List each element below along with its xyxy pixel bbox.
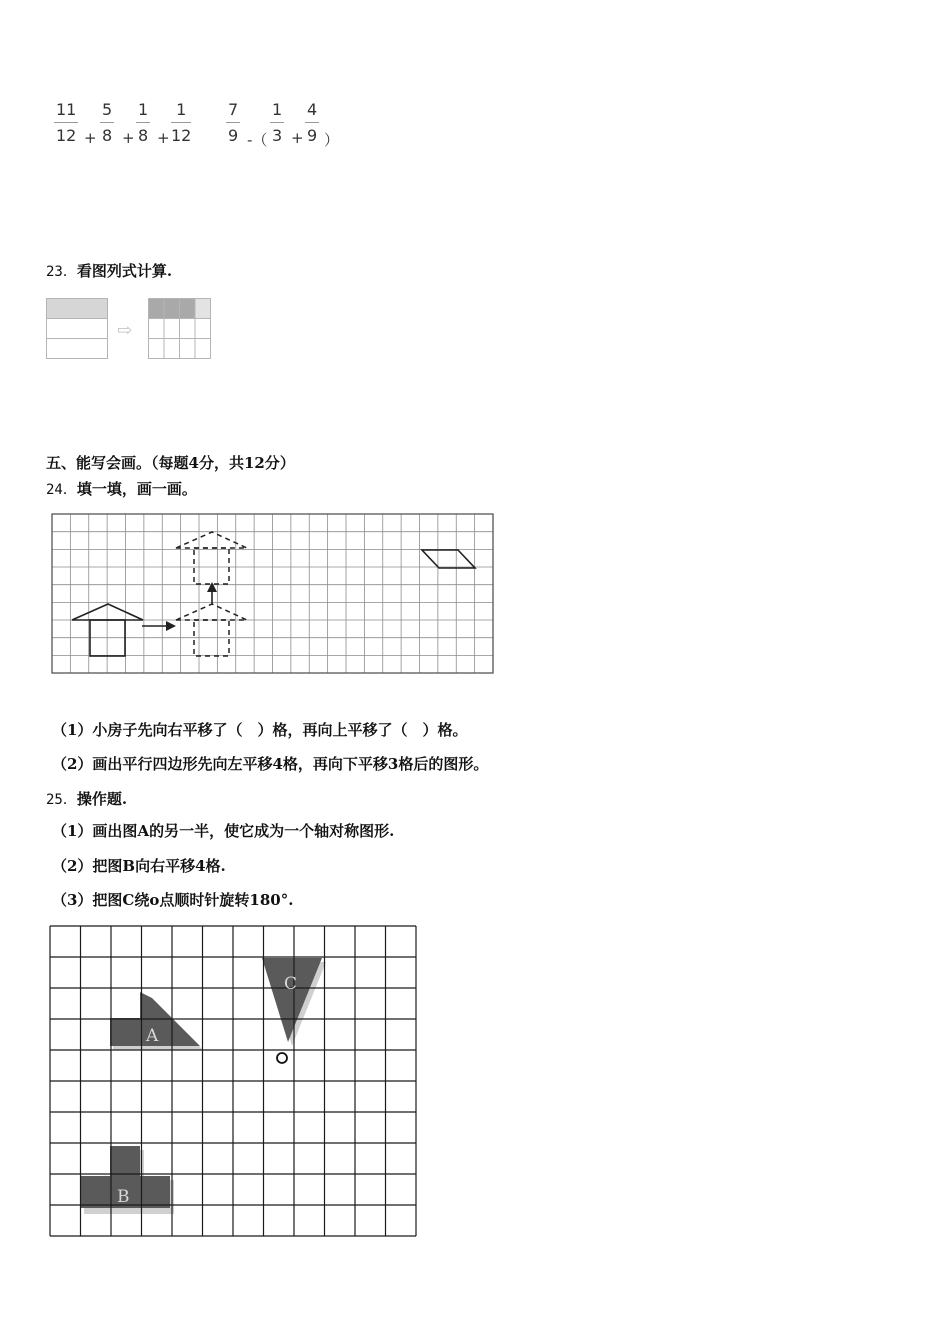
numerator: 7 — [226, 100, 240, 123]
question-text: 填一填，画一画。 — [76, 480, 197, 498]
house-roof-dashed — [176, 604, 247, 620]
operator: -（ — [247, 131, 268, 149]
q24-sub-question-2: （2）画出平行四边形先向左平移4格，再向下平移3格后的图形。 — [52, 755, 489, 773]
denominator: 8 — [102, 126, 113, 145]
q25-title — [46, 788, 127, 809]
denominator: 12 — [56, 126, 77, 145]
operator: + — [291, 129, 304, 147]
denominator: 9 — [228, 126, 239, 145]
section-title: 五、能写会画。（每题4分，共12分） — [46, 454, 295, 472]
q25-sub-question-2: （2）把图B向右平移4格. — [52, 857, 226, 875]
q24-grid-figure — [50, 512, 498, 676]
label-o: O — [248, 922, 249, 923]
q23-title — [46, 260, 172, 281]
denominator: 3 — [272, 126, 283, 145]
q25-sub-question-3: （3）把图C绕o点顺时针旋转180°. — [52, 891, 294, 909]
denominator: 9 — [307, 126, 318, 145]
shape-c — [262, 958, 322, 1042]
q24-sub-question-1: （1）小房子先向右平移了（ ）格，再向上平移了（ ）格。 — [52, 721, 468, 739]
question-number: 24． — [46, 482, 77, 498]
close-paren: ） — [324, 131, 340, 149]
numerator: 1 — [171, 100, 191, 123]
denominator: 8 — [138, 126, 149, 145]
fraction — [305, 100, 319, 145]
numerator: 4 — [305, 100, 319, 123]
numerator: 5 — [100, 100, 114, 123]
fraction — [270, 100, 284, 145]
label-b: B — [117, 1187, 130, 1207]
numerator: 1 — [270, 100, 284, 123]
denominator: 12 — [171, 126, 192, 145]
fraction — [136, 100, 150, 145]
operator: + — [84, 129, 97, 147]
question-text: 操作题. — [76, 790, 128, 808]
q25-sub-question-1: （1）画出图A的另一半，使它成为一个轴对称图形. — [52, 822, 395, 840]
label-a: A — [146, 1026, 159, 1046]
question-text: 看图列式计算. — [76, 262, 173, 280]
fraction — [100, 100, 114, 145]
numerator: 1 — [136, 100, 150, 123]
right-light-cell — [196, 299, 211, 319]
question-number: 25． — [46, 792, 77, 808]
fraction — [226, 100, 240, 145]
label-c: C — [284, 974, 298, 994]
operator: + — [157, 129, 170, 147]
fraction — [171, 100, 191, 145]
grid-lines — [52, 514, 493, 673]
arrow-icon: ⇨ — [117, 320, 133, 341]
question-number: 23． — [46, 264, 77, 280]
arrow-right-head — [166, 621, 176, 631]
operator: + — [122, 129, 135, 147]
point-o — [277, 1053, 287, 1063]
parallelogram — [422, 550, 475, 568]
numerator: 11 — [54, 100, 78, 123]
q23-figure — [44, 296, 214, 362]
left-shaded-row — [47, 299, 108, 319]
right-shaded-cells — [149, 299, 196, 319]
q25-grid-figure — [48, 922, 426, 1246]
house-roof-dashed-top — [176, 532, 247, 548]
q24-title — [46, 478, 197, 499]
fraction — [54, 100, 78, 145]
